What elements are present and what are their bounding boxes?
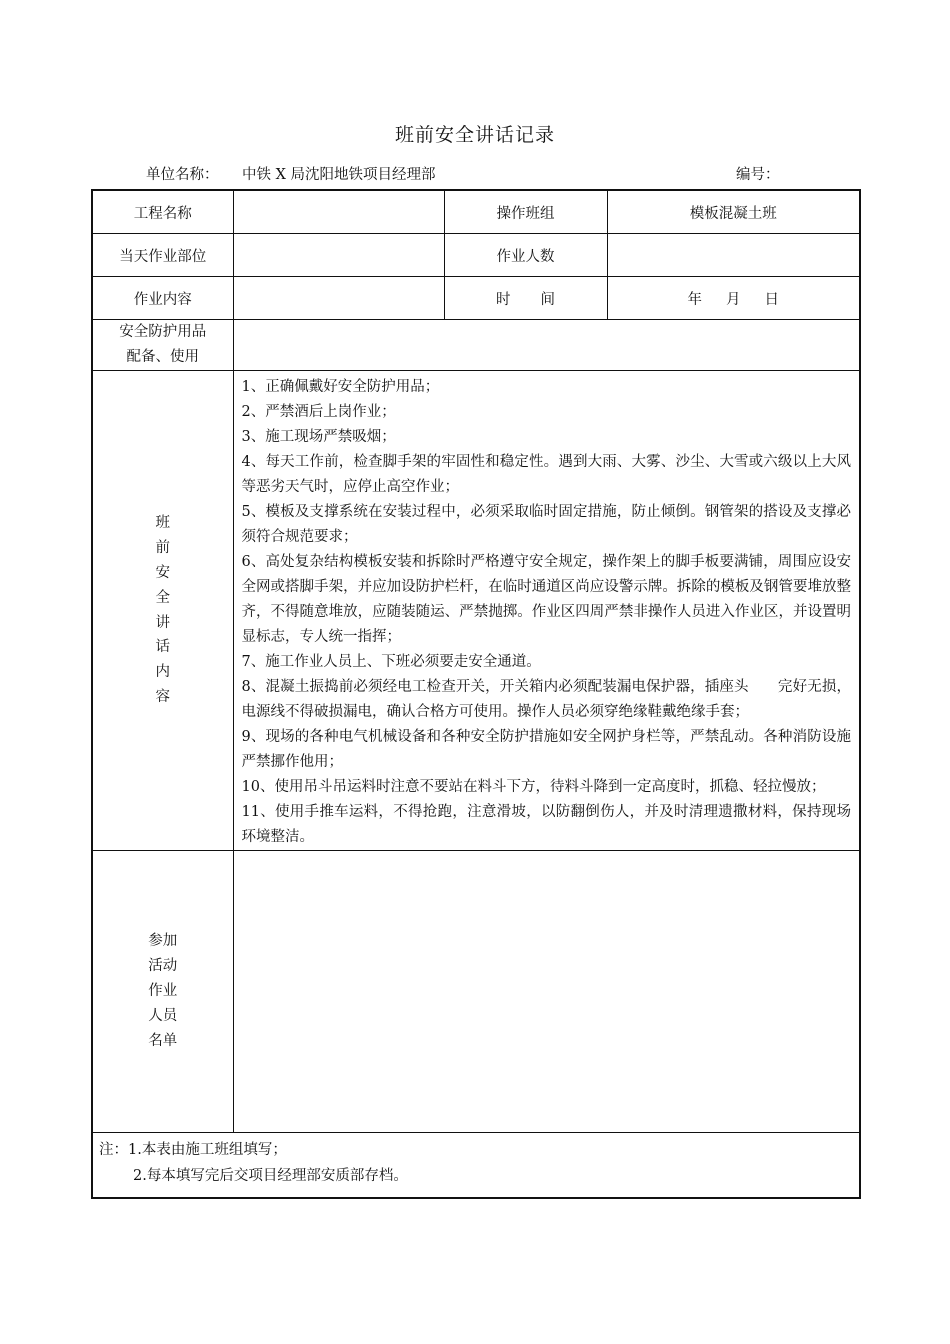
work-content-field[interactable] — [233, 277, 444, 320]
speech-label-char: 话 — [155, 639, 170, 656]
date-year-label: 年 — [687, 291, 702, 308]
location-field[interactable] — [233, 234, 444, 277]
project-name-field[interactable] — [233, 190, 444, 234]
participants-label-line: 作业 — [148, 983, 178, 999]
speech-item: 7、施工作业人员上、下班必须要走安全通道。 — [241, 654, 541, 670]
participants-field[interactable] — [233, 851, 860, 1133]
unit-name-label: 单位名称： — [146, 167, 219, 183]
time-label-char-2: 间 — [540, 291, 555, 308]
workers-field[interactable] — [607, 234, 860, 277]
date-day-label: 日 — [764, 291, 779, 308]
project-row — [92, 190, 860, 234]
time-label — [444, 277, 607, 320]
record-number-label: 编号： — [736, 167, 780, 183]
speech-label-char: 内 — [155, 664, 170, 681]
project-name-label: 工程名称 — [92, 190, 233, 234]
safety-briefing-form — [91, 189, 861, 1199]
participants-label-line: 人员 — [148, 1008, 178, 1024]
speech-label-char: 全 — [155, 589, 170, 606]
speech-label-char: 容 — [155, 688, 170, 705]
note-line-1: 注：1.本表由施工班组填写； — [99, 1142, 287, 1158]
workers-label: 作业人数 — [444, 234, 607, 277]
date-field[interactable] — [607, 277, 860, 320]
unit-name-value: 中铁 X 局沈阳地铁项目经理部 — [242, 167, 436, 183]
ppe-label — [92, 320, 233, 371]
participants-label-line: 名单 — [148, 1033, 178, 1049]
ppe-row — [92, 320, 860, 371]
speech-item: 1、正确佩戴好安全防护用品； — [241, 379, 440, 395]
note-line-2: 2.每本填写完后交项目经理部安质部存档。 — [133, 1168, 408, 1184]
ppe-field[interactable] — [233, 320, 860, 371]
participants-label-line: 参加 — [148, 933, 178, 949]
speech-content-label — [92, 371, 233, 851]
speech-content — [233, 371, 860, 851]
speech-label-char: 安 — [155, 564, 170, 581]
notes-row — [92, 1133, 860, 1199]
work-content-label: 作业内容 — [92, 277, 233, 320]
speech-item: 4、每天工作前，检查脚手架的牢固性和稳定性。遇到大雨、大雾、沙尘、大雪或六级以上大风等恶劣天气时，应停止高空作业； — [241, 454, 851, 495]
location-label: 当天作业部位 — [92, 234, 233, 277]
work-content-row — [92, 277, 860, 320]
document-title: 班前安全讲话记录 — [394, 124, 555, 146]
speech-item: 10、使用吊斗吊运料时注意不要站在料斗下方，待料斗降到一定高度时，抓稳、轻拉慢放； — [241, 779, 826, 795]
participants-label-line: 活动 — [148, 958, 178, 974]
speech-item: 9、现场的各种电气机械设备和各种安全防护措施如安全网护身栏等，严禁乱动。各种消防设施严禁挪作他用； — [241, 729, 851, 770]
speech-label-char: 前 — [155, 540, 170, 557]
participants-row — [92, 851, 860, 1133]
participants-label — [92, 851, 233, 1133]
speech-row — [92, 371, 860, 851]
speech-item: 3、施工现场严禁吸烟； — [241, 429, 396, 445]
speech-item: 2、严禁酒后上岗作业； — [241, 404, 396, 420]
team-field[interactable]: 模板混凝土班 — [607, 190, 860, 234]
date-month-label: 月 — [726, 291, 741, 308]
time-label-char-1: 时 — [496, 291, 511, 308]
ppe-label-line-2: 配备、使用 — [126, 349, 199, 365]
speech-item: 6、高处复杂结构模板安装和拆除时严格遵守安全规定，操作架上的脚手板要满铺，周围应设安全网或搭脚手架，并应加设防护栏杆，在临时通道区尚应设警示牌。拆除的模板及钢管要堆放整齐，不得随意堆放，应随装随运、严禁抛掷。作业区四周严禁非操作人员进入作业区，并设置明显标志，专人统一指挥； — [241, 554, 851, 645]
notes — [92, 1133, 860, 1199]
speech-item: 11、使用手推车运料，不得抢跑，注意滑坡，以防翻倒伤人，并及时清理遗撒材料，保持现场环境整洁。 — [241, 804, 851, 845]
ppe-label-line-1: 安全防护用品 — [119, 324, 207, 340]
speech-item: 8、混凝土振捣前必须经电工检查开关，开关箱内必须配装漏电保护器，插座头 完好无损，电源线不得破损漏电，确认合格方可使用。操作人员必须穿绝缘鞋戴绝缘手套； — [241, 679, 851, 720]
speech-item: 5、模板及支撑系统在安装过程中，必须采取临时固定措施，防止倾倒。钢管架的搭设及支撑必须符合规范要求； — [241, 504, 851, 545]
location-row — [92, 234, 860, 277]
team-label: 操作班组 — [444, 190, 607, 234]
speech-label-char: 班 — [155, 515, 170, 532]
speech-label-char: 讲 — [155, 614, 170, 631]
